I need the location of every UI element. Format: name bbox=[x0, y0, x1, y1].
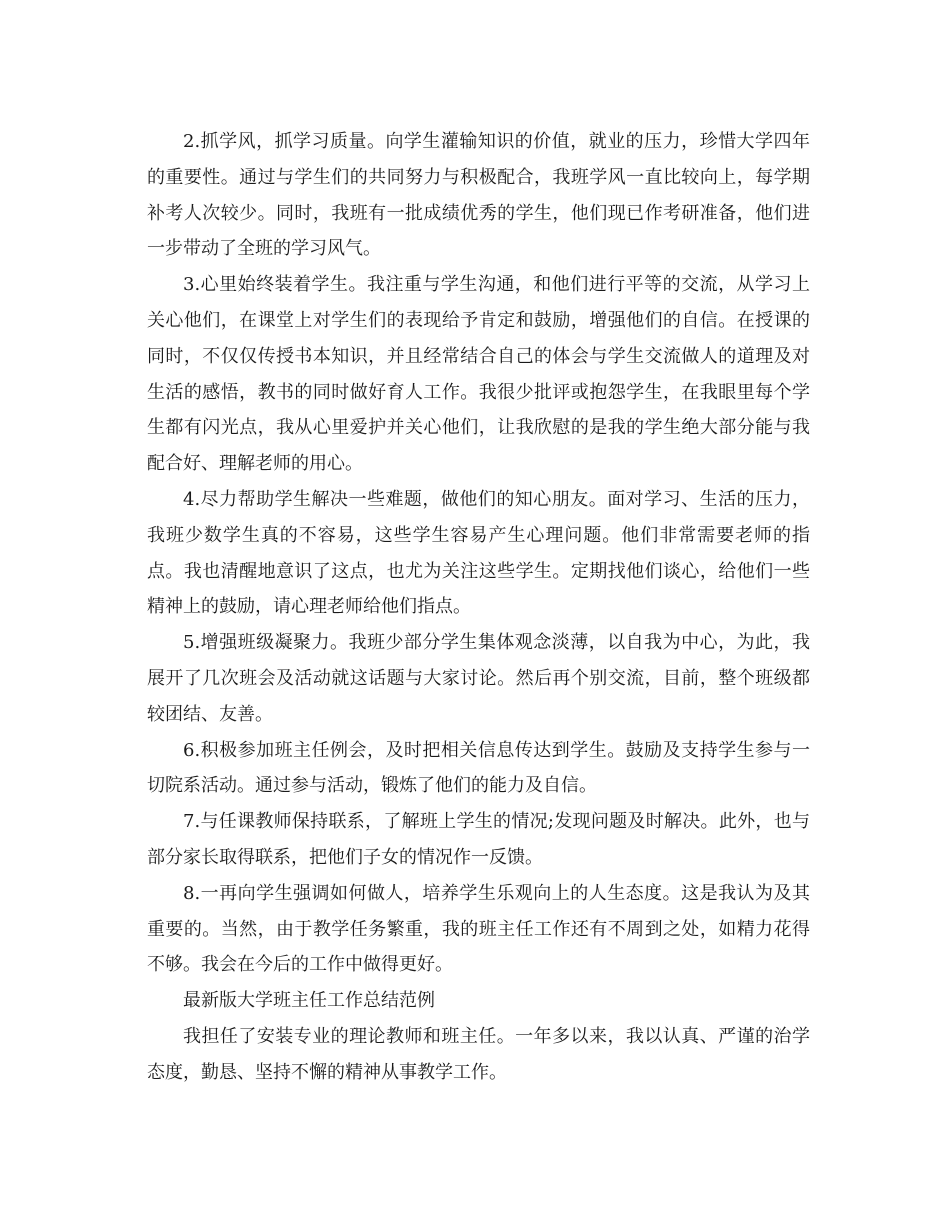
intro-paragraph: 我担任了安装专业的理论教师和班主任。一年多以来，我以认真、严谨的治学态度，勤恳、坚持不懈的精神从事教学工作。 bbox=[147, 1025, 810, 1083]
paragraph-5: 5.增强班级凝聚力。我班少部分学生集体观念淡薄，以自我为中心，为此，我展开了几次班会及活动就这话题与大家讨论。然后再个别交流，目前，整个班级都较团结、友善。 bbox=[147, 632, 810, 725]
paragraph-3: 3.心里始终装着学生。我注重与学生沟通，和他们进行平等的交流，从学习上关心他们，在课堂上对学生们的表现给予肯定和鼓励，增强他们的自信。在授课的同时，不仅仅传授书本知识，并且经常结合自己的体会与学生交流做人的道理及对生活的感悟，教书的同时做好育人工作。我很少批评或抱怨学生，在我眼里每个学生都有闪光点，我从心里爱护并关心他们，让我欣慰的是我的学生绝大部分能与我配合好、理解老师的用心。 bbox=[147, 274, 810, 475]
paragraph-8: 8.一再向学生强调如何做人，培养学生乐观向上的人生态度。这是我认为及其重要的。当然，由于教学任务繁重，我的班主任工作还有不周到之处，如精力花得不够。我会在今后的工作中做得更好。 bbox=[147, 882, 810, 976]
paragraph-7: 7.与任课教师保持联系，了解班上学生的情况;发现问题及时解决。此外，也与部分家长取得联系，把他们子女的情况作一反馈。 bbox=[147, 811, 810, 868]
section-title: 最新版大学班主任工作总结范例 bbox=[183, 990, 435, 1012]
paragraph-6: 6.积极参加班主任例会，及时把相关信息传达到学生。鼓励及支持学生参与一切院系活动。通过参与活动，锻炼了他们的能力及自信。 bbox=[147, 739, 810, 797]
paragraph-4: 4.尽力帮助学生解决一些难题，做他们的知心朋友。面对学习、生活的压力，我班少数学生真的不容易，这些学生容易产生心理问题。他们非常需要老师的指点。我也清醒地意识了这点，也尤为关注这些学生。定期找他们谈心，给他们一些精神上的鼓励，请心理老师给他们指点。 bbox=[147, 488, 810, 618]
paragraph-2: 2.抓学风，抓学习质量。向学生灌输知识的价值，就业的压力，珍惜大学四年的重要性。通过与学生们的共同努力与积极配合，我班学风一直比较向上，每学期补考人次较少。同时，我班有一批成绩优秀的学生，他们现已作考研准备，他们进一步带动了全班的学习风气。 bbox=[147, 131, 810, 260]
